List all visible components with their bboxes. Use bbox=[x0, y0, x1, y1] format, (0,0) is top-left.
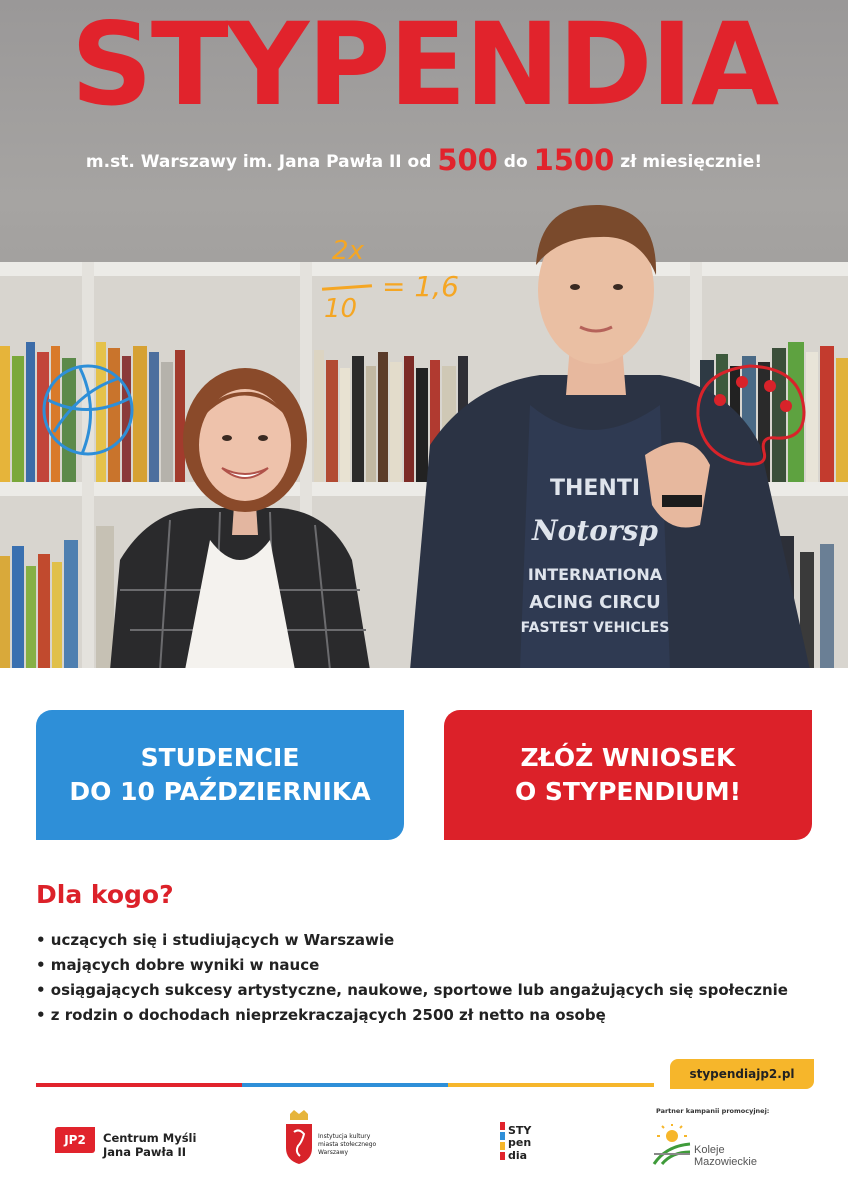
subtitle-mid: do bbox=[503, 152, 528, 172]
deadline-line2: DO 10 PAŹDZIERNIKA bbox=[69, 777, 371, 806]
divider-red bbox=[36, 1083, 242, 1087]
eligibility-title: Dla kogo? bbox=[36, 880, 174, 909]
deadline-line1: STUDENCIE bbox=[140, 743, 300, 772]
eligibility-list bbox=[36, 928, 788, 1028]
palette-doodle bbox=[690, 360, 810, 470]
stypendia-logo bbox=[500, 1122, 536, 1168]
jp2-logo-badge: JP2 bbox=[55, 1127, 95, 1153]
math-numerator: 2x bbox=[332, 236, 364, 266]
divider-blue bbox=[242, 1083, 448, 1087]
apply-banner[interactable] bbox=[444, 710, 812, 840]
partner-label: Partner kampanii promocyjnej: bbox=[656, 1107, 770, 1115]
math-denominator: 10 bbox=[324, 294, 358, 324]
list-item: • z rodzin o dochodach nieprzekraczających 2500 zł netto na osobę bbox=[36, 1006, 606, 1024]
koleje-line2: Mazowieckie bbox=[694, 1156, 757, 1168]
deadline-banner bbox=[36, 710, 404, 840]
math-doodle bbox=[320, 236, 480, 336]
warsaw-crest-icon bbox=[282, 1108, 316, 1166]
jp2-logo-line1: Centrum Myśli bbox=[103, 1131, 197, 1145]
subtitle-suffix: zł miesięcznie! bbox=[620, 152, 763, 172]
koleje-mazowieckie-icon bbox=[652, 1124, 692, 1166]
svg-text:Notorsp: Notorsp bbox=[532, 514, 658, 547]
svg-text:FASTEST VEHICLES: FASTEST VEHICLES bbox=[520, 620, 670, 636]
institution-logo-text bbox=[318, 1133, 398, 1157]
svg-text:THENTI: THENTI bbox=[549, 476, 641, 501]
list-item: • mających dobre wyniki w nauce bbox=[36, 956, 320, 974]
apply-line1: ZŁÓŻ WNIOSEK bbox=[520, 743, 736, 772]
svg-text:INTERNATIONA: INTERNATIONA bbox=[527, 565, 663, 584]
amount-min: 500 bbox=[437, 143, 498, 177]
koleje-line1: Koleje bbox=[694, 1144, 725, 1156]
list-item: • osiągających sukcesy artystyczne, naukowe, sportowe lub angażujących się społecznie bbox=[36, 981, 788, 999]
poster-title: STYPENDIA bbox=[70, 0, 778, 131]
website-link[interactable]: stypendiajp2.pl bbox=[670, 1059, 814, 1089]
subtitle-prefix: m.st. Warszawy im. Jana Pawła II od bbox=[85, 152, 432, 172]
math-result: = 1,6 bbox=[382, 270, 459, 303]
math-fraction-bar bbox=[322, 284, 372, 290]
amount-max: 1500 bbox=[533, 143, 615, 177]
svg-text:ACING CIRCU: ACING CIRCU bbox=[529, 592, 661, 613]
institution-line2: miasta stołecznego bbox=[318, 1141, 377, 1148]
divider-yellow bbox=[448, 1083, 654, 1087]
list-item: • uczących się i studiujących w Warszawie bbox=[36, 931, 395, 949]
institution-line1: Instytucja kultury bbox=[318, 1133, 371, 1140]
jp2-logo-text bbox=[103, 1131, 196, 1159]
jp2-logo-line2: Jana Pawła II bbox=[103, 1145, 187, 1159]
svg-text:pen: pen bbox=[508, 1136, 532, 1149]
svg-text:dia: dia bbox=[508, 1149, 528, 1162]
institution-line3: Warszawy bbox=[318, 1149, 349, 1156]
basketball-doodle bbox=[40, 360, 140, 460]
koleje-logo-text bbox=[694, 1144, 757, 1168]
apply-line2: O STYPENDIUM! bbox=[514, 777, 742, 806]
svg-text:STY: STY bbox=[508, 1124, 532, 1137]
poster-subtitle bbox=[0, 140, 848, 182]
